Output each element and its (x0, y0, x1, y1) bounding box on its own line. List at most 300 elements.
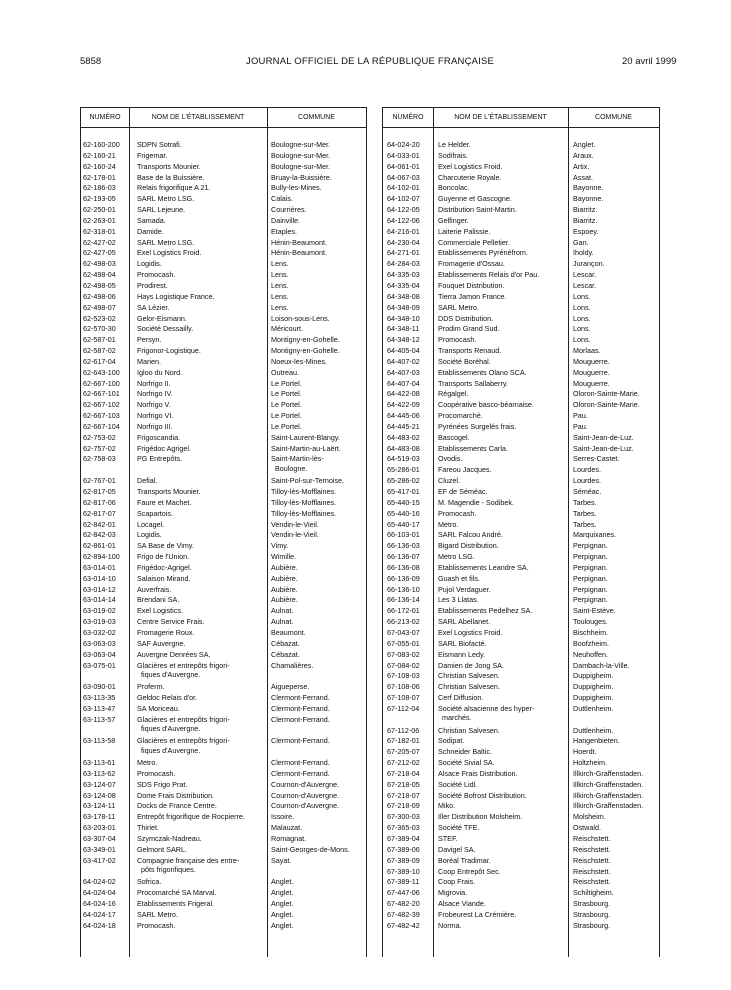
cell-commune: Saint-Georges-de-Mons. (271, 844, 350, 854)
cell-nom: Salaison Mirand. (137, 573, 191, 583)
cell-nom: Promocash. (438, 335, 477, 345)
cell-nom: Charcuterie Royale. (438, 172, 502, 182)
cell-numero: 66-136-07 (387, 552, 420, 562)
cell-nom: Société Boréhal. (438, 356, 491, 366)
cell-commune: Le Portel. (271, 411, 302, 421)
cell-numero: 64-033-01 (387, 150, 420, 160)
cell-commune: Perpignan. (573, 541, 608, 551)
cell-numero: 64-422-09 (387, 400, 420, 410)
cell-numero: 67-182-01 (387, 736, 420, 746)
cell-nom: Norfrigo IV. (137, 389, 173, 399)
table-row (383, 140, 659, 151)
table-row (383, 433, 659, 444)
table-row (81, 433, 366, 444)
table-row (81, 248, 366, 259)
cell-commune: Anglet. (271, 909, 294, 919)
cell-commune: Morlaas. (573, 346, 601, 356)
cell-nom: Metro. (137, 758, 158, 768)
table-row (81, 444, 366, 455)
cell-numero: 67-218-07 (387, 790, 420, 800)
cell-nom: Schneider Baltic. (438, 747, 492, 757)
cell-commune: Lons. (573, 335, 591, 345)
cell-nom: Frigemar. (137, 150, 168, 160)
cell-numero: 64-122-05 (387, 205, 420, 215)
table-row (383, 205, 659, 216)
cell-nom: Sodipat. (438, 736, 465, 746)
cell-commune: Tarbes. (573, 519, 597, 529)
cell-numero: 62-817-06 (83, 497, 116, 507)
table-row (383, 639, 659, 650)
header-numero: NUMÉRO (392, 114, 424, 121)
cell-commune: Bruay-la-Buissière. (271, 172, 332, 182)
table-row (81, 780, 366, 791)
table-row (81, 552, 366, 563)
cell-nom: Prodim Grand Sud. (438, 324, 500, 334)
table-row (383, 628, 659, 639)
cell-nom: Guash et fils. (438, 573, 480, 583)
establishment-table-right (382, 107, 660, 957)
table-row (81, 845, 366, 856)
cell-commune: Tilloy-lès-Mofflaines. (271, 508, 337, 518)
cell-nom: SDPN Sotrafi. (137, 140, 182, 149)
cell-numero: 62-842-03 (83, 530, 116, 540)
cell-nom: Metro. (438, 519, 459, 529)
table-row (81, 661, 366, 683)
table-row (383, 270, 659, 281)
table-row (81, 281, 366, 292)
cell-nom: SAF Auvergne. (137, 638, 186, 648)
cell-commune: Saint-Jean-de-Luz. (573, 432, 634, 442)
table-row (81, 151, 366, 162)
cell-nom: Fareou Jacques. (438, 465, 492, 475)
cell-numero: 67-447-06 (387, 888, 420, 898)
table-row (81, 595, 366, 606)
cell-nom: Promocash. (137, 768, 176, 778)
cell-nom: EF de Séméac. (438, 487, 488, 496)
table-row (81, 498, 366, 509)
cell-nom: SDS Frigo Prat. (137, 779, 188, 789)
table-row (383, 661, 659, 672)
table-row (81, 704, 366, 715)
table-row (383, 617, 659, 628)
cell-commune: Serres-Castet. (573, 454, 620, 464)
cell-numero: 64-024-16 (83, 899, 116, 909)
table-row (383, 812, 659, 823)
cell-nom: Faure et Machet. (137, 497, 192, 507)
table-row (81, 834, 366, 845)
table-row (81, 400, 366, 411)
table-row (383, 314, 659, 325)
cell-numero: 67-482-42 (387, 920, 420, 930)
cell-commune: Romagnat. (271, 834, 307, 843)
header-nom: NOM DE L'ÉTABLISSEMENT (454, 114, 547, 121)
cell-commune: Boulogne-sur-Mer. (271, 161, 331, 171)
cell-commune: Gan. (573, 237, 589, 247)
cell-commune: Marquixanes. (573, 530, 617, 540)
cell-numero: 64-335-03 (387, 270, 420, 280)
cell-nom: Auverfrais. (137, 584, 172, 594)
table-row (81, 259, 366, 270)
cell-nom: Docks de France Centre. (137, 801, 217, 811)
table-row (383, 888, 659, 899)
cell-commune: Cournon-d'Auvergne. (271, 779, 340, 789)
table-row (81, 509, 366, 520)
cell-numero: 64-024-04 (83, 888, 116, 898)
cell-numero: 64-061-01 (387, 161, 420, 171)
cell-numero: 64-102-07 (387, 194, 420, 204)
table-row (383, 173, 659, 184)
table-row (81, 335, 366, 346)
cell-commune: Cournon-d'Auvergne. (271, 801, 340, 811)
cell-nom: Fromagerie d'Ossau. (438, 259, 505, 269)
cell-numero: 62-667-101 (83, 389, 120, 399)
table-row (383, 509, 659, 520)
cell-numero: 64-407-04 (387, 378, 420, 388)
cell-numero: 66-136-10 (387, 584, 420, 594)
cell-commune: Aubière. (271, 584, 298, 594)
cell-nom: Promocash. (137, 920, 176, 930)
cell-commune: Saint-Pol-sur-Ternoise. (271, 476, 345, 486)
cell-numero: 64-230-04 (387, 237, 420, 247)
table-row (81, 606, 366, 617)
cell-commune: Lons. (573, 302, 591, 312)
cell-numero: 67-084-02 (387, 660, 420, 670)
cell-numero: 62-498-05 (83, 280, 116, 290)
table-header (81, 107, 366, 128)
cell-nom: Procomarché. (438, 411, 483, 421)
table-row (383, 411, 659, 422)
cell-nom: Boréal Tradimar. (438, 855, 491, 865)
cell-nom: Logidis. (137, 259, 162, 269)
cell-numero: 67-112-06 (387, 725, 420, 735)
cell-numero: 62-667-100 (83, 378, 120, 388)
cell-nom: Base de la Buissière. (137, 172, 205, 182)
cell-commune: Clermont-Ferrand. (271, 768, 330, 778)
table-row (383, 400, 659, 411)
cell-numero: 62-753-02 (83, 432, 116, 442)
cell-numero: 62-160-24 (83, 161, 116, 171)
table-row (383, 704, 659, 726)
table-row (81, 346, 366, 357)
cell-nom: Scapartois. (137, 508, 173, 518)
cell-nom: Entrepôt frigorifique de Rocpierre. (137, 812, 245, 822)
cell-nom: Auvergne Denrées SA. (137, 649, 211, 659)
cell-numero: 64-024-20 (387, 140, 420, 149)
cell-numero: 63-307-04 (83, 834, 116, 843)
cell-nom: Prodirest. (137, 280, 168, 290)
cell-numero: 67-389-10 (387, 866, 420, 876)
cell-numero: 67-108-03 (387, 671, 420, 681)
header-commune: COMMUNE (595, 114, 632, 121)
cell-commune: Oloron-Sainte-Marie. (573, 389, 640, 399)
cell-numero: 62-498-07 (83, 302, 116, 312)
cell-commune: Duppigheim. (573, 693, 614, 703)
cell-nom: Thiriet. (137, 823, 159, 833)
cell-nom: Relais frigorifique A 21. (137, 183, 211, 193)
table-body (383, 140, 659, 932)
cell-nom: Christian Salvesen. (438, 671, 500, 681)
cell-nom: Iller Distribution Molsheim. (438, 812, 523, 822)
cell-nom: Ovodis. (438, 454, 463, 464)
table-row (81, 476, 366, 487)
cell-numero: 66-213-02 (387, 617, 420, 627)
cell-numero: 64-407-02 (387, 356, 420, 366)
table-row (81, 324, 366, 335)
cell-commune: Montigny-en-Gohelle. (271, 346, 340, 356)
cell-commune: Duttlenheim. (573, 703, 614, 713)
table-row (81, 856, 366, 878)
cell-nom: Gelor-Eismann. (137, 313, 187, 323)
cell-numero: 67-300-03 (387, 812, 420, 822)
cell-commune: Vendin-le-Vieil. (271, 519, 319, 529)
cell-nom: Transports Mounier. (137, 487, 201, 496)
cell-numero: 64-024-02 (83, 877, 116, 887)
cell-commune: Jurançon. (573, 259, 605, 269)
table-row (383, 563, 659, 574)
cell-nom: Commerciale Pelletier. (438, 237, 510, 247)
publication-date: 20 avril 1999 (622, 56, 677, 67)
cell-numero: 64-483-02 (387, 432, 420, 442)
cell-commune: Holtzheim. (573, 758, 607, 768)
table-row (383, 769, 659, 780)
cell-nom: Frigo de l'Union. (137, 552, 190, 562)
table-row (383, 248, 659, 259)
cell-commune: Bischheim. (573, 627, 609, 637)
cell-numero: 63-349-01 (83, 844, 116, 854)
cell-numero: 63-113-61 (83, 758, 116, 768)
table-row (383, 227, 659, 238)
table-row (383, 389, 659, 400)
cell-numero: 62-667-103 (83, 411, 120, 421)
cell-commune: Courrières. (271, 205, 307, 215)
cell-nom: Etablissements Leandre SA. (438, 562, 529, 572)
table-row (383, 823, 659, 834)
cell-nom: Norma. (438, 920, 462, 930)
table-row (383, 368, 659, 379)
cell-nom: Société alsacienne des hyper- marchés. (438, 703, 535, 723)
cell-nom: Frigédoc Agrigel. (137, 443, 191, 453)
table-row (383, 324, 659, 335)
table-row (383, 476, 659, 487)
cell-commune: Anglet. (573, 140, 596, 149)
cell-nom: Frobeurest La Crémière. (438, 909, 517, 919)
cell-commune: Illkirch-Graffenstaden. (573, 768, 644, 778)
table-row (383, 379, 659, 390)
table-row (81, 270, 366, 281)
cell-commune: Tilloy-lès-Mofflaines. (271, 487, 337, 496)
cell-nom: Promocash. (438, 508, 477, 518)
establishment-table-left (80, 107, 367, 957)
cell-numero: 67-482-20 (387, 899, 420, 909)
cell-commune: Lons. (573, 313, 591, 323)
cell-numero: 67-212-02 (387, 758, 420, 768)
table-row (81, 368, 366, 379)
cell-commune: Lescar. (573, 270, 597, 280)
table-header (383, 107, 659, 128)
cell-numero: 62-250-01 (83, 205, 116, 215)
cell-numero: 62-894-100 (83, 552, 120, 562)
cell-commune: Artix. (573, 161, 590, 171)
table-row (383, 921, 659, 932)
cell-numero: 63-124-11 (83, 801, 116, 811)
cell-numero: 63-014-14 (83, 595, 116, 605)
cell-commune: Lens. (271, 259, 289, 269)
cell-commune: Clermont-Ferrand. (271, 758, 330, 768)
cell-commune: Iholdy. (573, 248, 594, 258)
cell-numero: 67-108-07 (387, 693, 420, 703)
cell-numero: 62-767-01 (83, 476, 116, 486)
cell-commune: Assat. (573, 172, 593, 182)
cell-numero: 62-523-02 (83, 313, 116, 323)
table-row (81, 628, 366, 639)
cell-numero: 64-122-06 (387, 215, 420, 225)
table-row (383, 736, 659, 747)
cell-numero: 65-417-01 (387, 487, 420, 496)
cell-commune: Perpignan. (573, 562, 608, 572)
header-nom: NOM DE L'ÉTABLISSEMENT (151, 114, 245, 121)
cell-commune: Sayat. (271, 855, 292, 865)
cell-nom: Exel Logistics Froid. (137, 248, 202, 258)
cell-commune: Strasbourg. (573, 909, 611, 919)
table-row (81, 379, 366, 390)
cell-commune: Outreau. (271, 367, 299, 377)
cell-nom: Fromagerie Roux. (137, 627, 195, 637)
cell-commune: Duppigheim. (573, 671, 614, 681)
cell-commune: Dambach-la-Ville. (573, 660, 630, 670)
cell-numero: 62-427-02 (83, 237, 116, 247)
cell-numero: 67-108-06 (387, 682, 420, 692)
cell-numero: 64-348-12 (387, 335, 420, 345)
cell-commune: Saint-Jean-de-Luz. (573, 443, 634, 453)
cell-commune: Lons. (573, 291, 591, 301)
table-row (383, 183, 659, 194)
cell-numero: 64-483-08 (387, 443, 420, 453)
cell-commune: Perpignan. (573, 573, 608, 583)
cell-numero: 63-203-01 (83, 823, 116, 833)
cell-nom: SARL Metro. (438, 302, 479, 312)
cell-nom: Migrovia. (438, 888, 468, 898)
table-row (383, 693, 659, 704)
cell-commune: Strasbourg. (573, 920, 611, 930)
cell-nom: SARL Lejeune. (137, 205, 186, 215)
cell-commune: Séméac. (573, 487, 602, 496)
cell-numero: 64-102-01 (387, 183, 420, 193)
cell-numero: 67-112-04 (387, 703, 420, 713)
cell-nom: Etablissements Pedelhez SA. (438, 606, 533, 616)
cell-commune: Reischstett. (573, 866, 611, 876)
cell-nom: Guyenne et Gascogne. (438, 194, 512, 204)
table-row (81, 639, 366, 650)
cell-numero: 67-389-11 (387, 877, 420, 887)
cell-numero: 64-348-10 (387, 313, 420, 323)
cell-nom: SA Moriceau. (137, 703, 180, 713)
cell-nom: Exel Logistics. (137, 606, 183, 616)
table-row (383, 856, 659, 867)
cell-numero: 62-160-200 (83, 140, 120, 149)
cell-commune: Cournon-d'Auvergne. (271, 790, 340, 800)
cell-nom: Alsace Viande. (438, 899, 486, 909)
cell-commune: Aubière. (271, 595, 298, 605)
cell-nom: Sodifrais. (438, 150, 468, 160)
cell-commune: Saint-Martin-au-Laërt. (271, 443, 341, 453)
cell-commune: Anglet. (271, 899, 294, 909)
table-row (81, 769, 366, 780)
cell-commune: Mouguerre. (573, 367, 610, 377)
cell-numero: 66-136-08 (387, 562, 420, 572)
table-row (81, 888, 366, 899)
cell-numero: 63-113-35 (83, 693, 116, 703)
table-row (383, 259, 659, 270)
table-row (81, 314, 366, 325)
cell-numero: 62-178-01 (83, 172, 116, 182)
cell-nom: Norfrigo V. (137, 400, 171, 410)
cell-commune: Lourdes. (573, 465, 601, 475)
cell-commune: Illkirch-Graffenstaden. (573, 801, 644, 811)
table-row (81, 162, 366, 173)
cell-commune: Dainville. (271, 215, 301, 225)
cell-nom: Pujol Verdaguer. (438, 584, 491, 594)
cell-numero: 66-172-01 (387, 606, 420, 616)
table-row (383, 747, 659, 758)
cell-numero: 67-389-04 (387, 834, 420, 843)
cell-commune: Hangenbieten. (573, 736, 620, 746)
cell-numero: 67-218-09 (387, 801, 420, 811)
cell-nom: Bascogel. (438, 432, 470, 442)
table-row (81, 791, 366, 802)
cell-commune: Pau. (573, 421, 588, 431)
cell-commune: Bayonne. (573, 194, 604, 204)
table-row (81, 303, 366, 314)
cell-numero: 62-817-05 (83, 487, 116, 496)
cell-commune: Reischstett. (573, 877, 611, 887)
cell-numero: 65-440-16 (387, 508, 420, 518)
table-row (383, 151, 659, 162)
table-row (81, 173, 366, 184)
cell-commune: Cébazat. (271, 649, 300, 659)
cell-nom: SA Base de Vimy. (137, 541, 194, 551)
cell-commune: Mouguerre. (573, 356, 610, 366)
cell-nom: Christian Salvesen. (438, 725, 500, 735)
cell-nom: Société Bofrost Distribution. (438, 790, 527, 800)
cell-nom: Persyn. (137, 335, 162, 345)
table-row (383, 780, 659, 791)
cell-nom: SARL Metro LSG. (137, 237, 195, 247)
cell-nom: Norfrigo III. (137, 421, 173, 431)
cell-nom: Marien. (137, 356, 161, 366)
table-row (81, 205, 366, 216)
table-row (383, 194, 659, 205)
cell-numero: 66-136-03 (387, 541, 420, 551)
cell-nom: Damien de Jong SA. (438, 660, 504, 670)
cell-commune: Hénin-Beaumont. (271, 248, 327, 258)
cell-nom: Exel Logistics Froid. (438, 627, 503, 637)
table-row (383, 650, 659, 661)
table-row (81, 910, 366, 921)
cell-nom: SARL Falcou André. (438, 530, 503, 540)
cell-nom: Metro LSG. (438, 552, 475, 562)
cell-nom: Société TFE. (438, 823, 480, 833)
table-row (383, 595, 659, 606)
cell-numero: 64-422-08 (387, 389, 420, 399)
cell-numero: 62-587-02 (83, 346, 116, 356)
cell-nom: Société Dessailly. (137, 324, 194, 334)
cell-numero: 66-103-01 (387, 530, 420, 540)
table-row (383, 726, 659, 737)
table-row (81, 216, 366, 227)
cell-numero: 62-498-06 (83, 291, 116, 301)
table-row (383, 357, 659, 368)
cell-commune: Wimille. (271, 552, 297, 562)
